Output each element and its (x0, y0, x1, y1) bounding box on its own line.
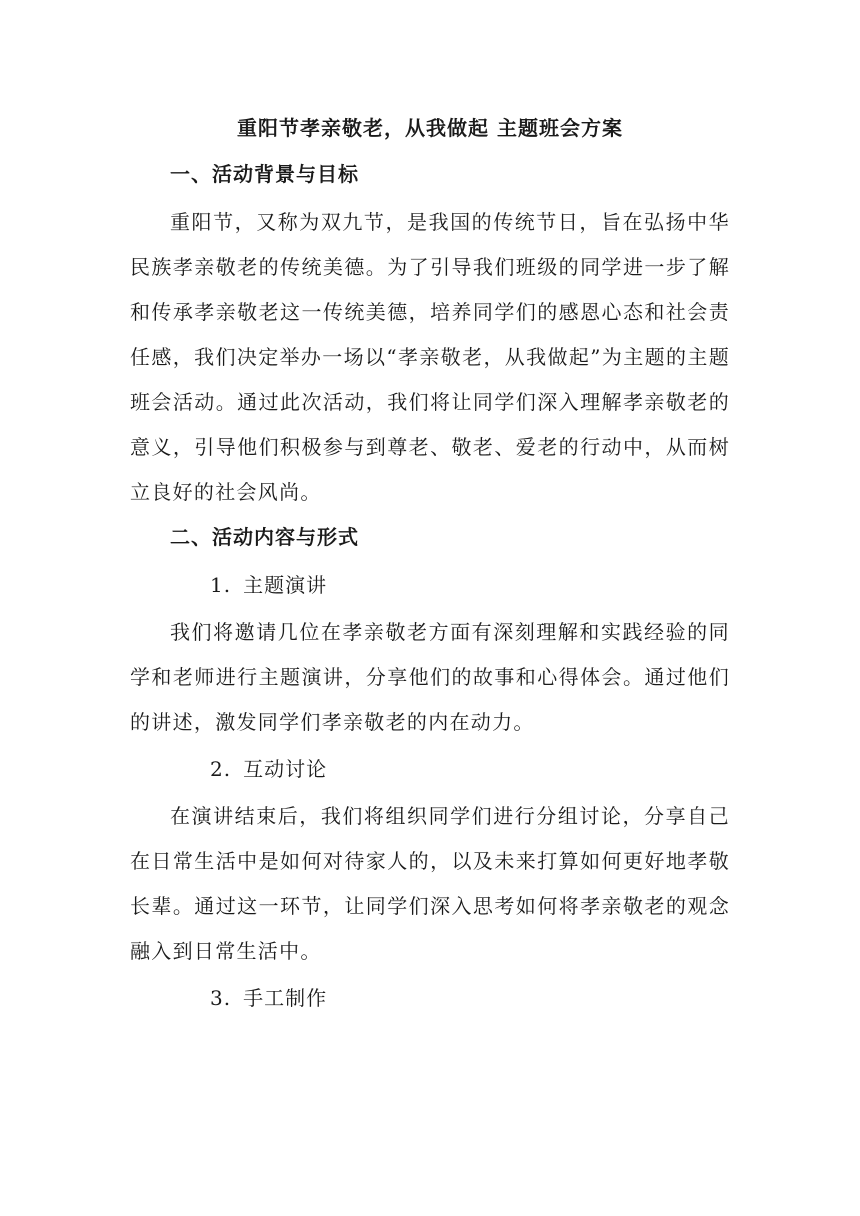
subsection-paragraph-discussion: 在演讲结束后，我们将组织同学们进行分组讨论，分享自己在日常生活中是如何对待家人的，以及未来打算如何更好地孝敬长辈。通过这一环节，让同学们深入思考如何将孝亲敬老的观念融入到日常生活中。 (130, 804, 730, 963)
subsection-label: 主题演讲 (243, 573, 328, 597)
subsection-number: 2. (210, 757, 232, 781)
document-body (130, 108, 730, 1023)
subsection-heading-discussion (130, 747, 730, 792)
subsection-paragraph-speech: 我们将邀请几位在孝亲敬老方面有深刻理解和实践经验的同学和老师进行主题演讲，分享他们的故事和心得体会。通过他们的讲述，激发同学们孝亲敬老的内在动力。 (130, 620, 730, 734)
subsection-number: 3. (210, 986, 232, 1010)
subsection-heading-handcraft (130, 976, 730, 1021)
subsection-label: 手工制作 (243, 986, 328, 1010)
section-heading-content: 二、活动内容与形式 (170, 525, 359, 549)
document-title: 重阳节孝亲敬老，从我做起 主题班会方案 (237, 116, 623, 140)
subsection-label: 互动讨论 (243, 757, 328, 781)
section-heading-background: 一、活动背景与目标 (170, 162, 359, 186)
subsection-number: 1. (210, 573, 232, 597)
subsection-heading-speech (130, 563, 730, 608)
section-paragraph-background: 重阳节，又称为双九节，是我国的传统节日，旨在弘扬中华民族孝亲敬老的传统美德。为了引导我们班级的同学进一步了解和传承孝亲敬老这一传统美德，培养同学们的感恩心态和社会责任感，我们决定举办一场以“孝亲敬老，从我做起”为主题的主题班会活动。通过此次活动，我们将让同学们深入理解孝亲敬老的意义，引导他们积极参与到尊老、敬老、爱老的行动中，从而树立良好的社会风尚。 (130, 210, 730, 504)
